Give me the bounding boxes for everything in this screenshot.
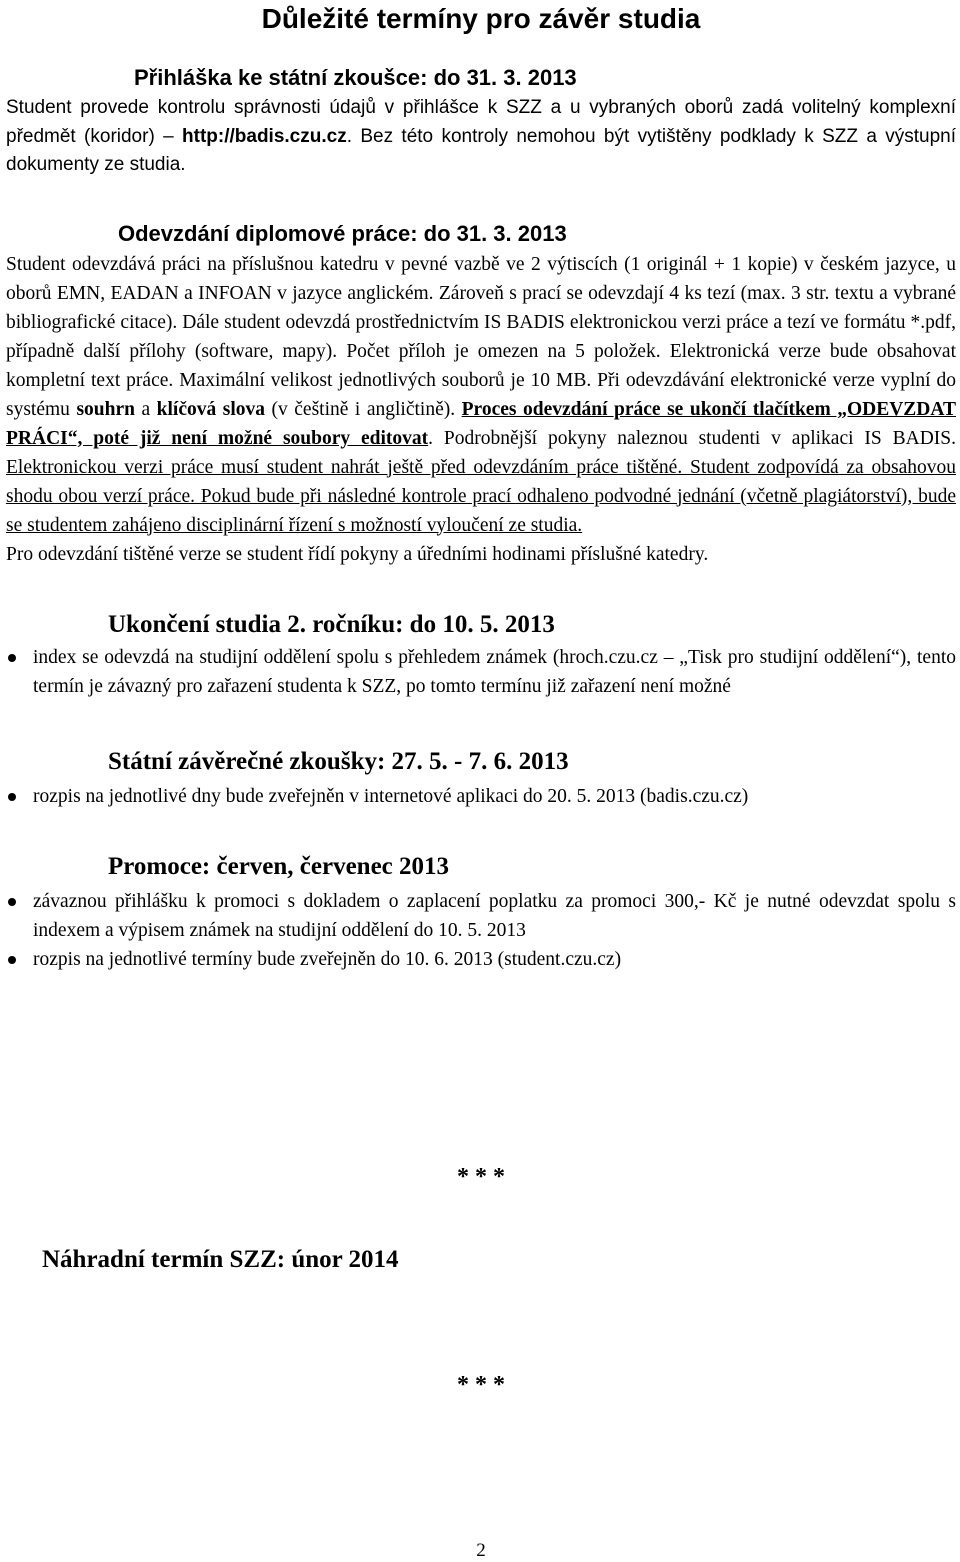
bullet-icon bbox=[8, 956, 16, 964]
underlined-bold-notice: Proces odevzdání práce se ukončí tlačítkem „ODEVZDAT PRÁCI“, poté již není možné soubory editovat bbox=[6, 398, 957, 449]
bullet-list-szz bbox=[6, 782, 956, 811]
page-title: Důležité termíny pro závěr studia bbox=[261, 3, 701, 34]
section-last-line: Pro odevzdání tištěné verze se student řídí pokyny a úředními hodinami příslušné katedry. bbox=[6, 543, 709, 565]
section-paragraph-prihlaska bbox=[6, 94, 956, 180]
section-heading-odevzdani: Odevzdání diplomové práce: do 31. 3. 2013 bbox=[118, 220, 567, 246]
paragraph-text: . Bez této kontroly nemohou být vytištěny podklady k SZZ a výstupní dokumenty ze studia. bbox=[6, 125, 956, 175]
badis-link[interactable]: http://badis.czu.cz bbox=[182, 125, 347, 147]
separator-stars: * * * bbox=[457, 1372, 505, 1398]
bold-term: klíčová slova bbox=[156, 398, 266, 420]
separator-stars: * * * bbox=[457, 1164, 505, 1190]
paragraph-text: . Podrobnější pokyny naleznou studenti v aplikaci IS BADIS. bbox=[428, 427, 956, 449]
bullet-icon bbox=[8, 793, 16, 801]
nahradni-termin-heading: Náhradní termín SZZ: únor 2014 bbox=[42, 1246, 399, 1273]
list-item-text: závaznou přihlášku k promoci s dokladem o zaplacení poplatku za promoci 300,- Kč je nutné odevzdat spolu s indexem a výpisem známek na studijní oddělení do 10. 5. 2013 bbox=[33, 890, 956, 941]
section-heading-szz: Státní závěrečné zkoušky: 27. 5. - 7. 6. 2013 bbox=[108, 747, 569, 775]
list-item-text: rozpis na jednotlivé dny bude zveřejněn v internetové aplikaci do 20. 5. 2013 (badis.czu.cz) bbox=[33, 785, 749, 807]
list-item-text: index se odevzdá na studijní oddělení spolu s přehledem známek (hroch.czu.cz – „Tisk pro studijní oddělení“), tento termín je závazný pro zařazení studenta k SZZ, po tomto termínu již zařazení není možné bbox=[33, 646, 956, 697]
list-item bbox=[6, 887, 956, 945]
list-item bbox=[6, 643, 956, 701]
bold-term: souhrn bbox=[76, 398, 135, 420]
section-heading-ukonceni: Ukončení studia 2. ročníku: do 10. 5. 2013 bbox=[108, 610, 555, 638]
paragraph-text: Student provede kontrolu správnosti údajů v přihlášce k SZZ a u vybraných oborů zadá volitelný komplexní předmět (koridor) – bbox=[6, 97, 956, 147]
underlined-notice: Elektronickou verzi práce musí student nahrát ještě před odevzdáním práce tištěné. Student zodpovídá za obsahovou shodu obou verzí práce. Pokud bude při následné kontrole prací odhaleno podvodné jednání (včetně plagiátorství), bude se studentem zahájeno disciplinární řízení s možností vyloučení ze studia. bbox=[6, 456, 956, 536]
list-item bbox=[6, 782, 956, 811]
bullet-list-ukonceni bbox=[6, 643, 956, 701]
paragraph-text: a bbox=[134, 398, 157, 420]
list-item-text: rozpis na jednotlivé termíny bude zveřejněn do 10. 6. 2013 (student.czu.cz) bbox=[33, 948, 622, 970]
bullet-list-promoce bbox=[6, 887, 956, 974]
page-number: 2 bbox=[476, 1540, 486, 1561]
list-item bbox=[6, 945, 956, 974]
paragraph-text: Student odevzdává práci na příslušnou katedru v pevné vazbě ve 2 výtiscích (1 originál + 1 kopie) v českém jazyce, u oborů EMN, EADAN a INFOAN v jazyce anglickém. Zároveň s prací se odevzdají 4 ks tezí (max. 3 str. textu a vybrané bibliografické citace). Dále student odevzdá prostřednictvím IS BADIS elektronickou verzi práce a tezí ve formátu *.pdf, případně další přílohy (software, mapy). Počet příloh je omezen na 5 položek. Elektronická verze bude obsahovat kompletní text práce. Maximální velikost jednotlivých souborů je 10 MB. Při odevzdávání elektronické verze vyplní do systému bbox=[6, 253, 956, 420]
section-heading-prihlaska: Přihláška ke státní zkoušce: do 31. 3. 2013 bbox=[134, 65, 577, 90]
paragraph-text: (v češtině i angličtině). bbox=[265, 398, 462, 420]
bullet-icon bbox=[8, 654, 16, 662]
section-heading-promoce: Promoce: červen, červenec 2013 bbox=[108, 852, 450, 880]
bullet-icon bbox=[8, 898, 16, 906]
section-paragraph-odevzdani bbox=[6, 250, 956, 540]
document-page bbox=[6, 0, 957, 1561]
